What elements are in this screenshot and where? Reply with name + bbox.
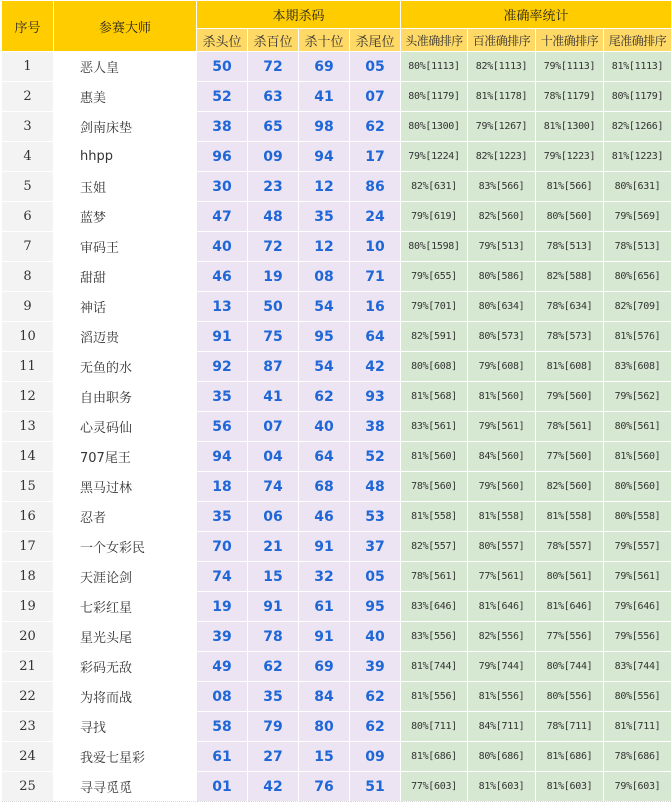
- accuracy-stat: 80%[556]: [536, 682, 604, 712]
- kill-code: 65: [248, 112, 299, 142]
- accuracy-stat: 81%[646]: [468, 592, 536, 622]
- accuracy-stat: 82%[1223]: [468, 142, 536, 172]
- kill-code: 87: [248, 352, 299, 382]
- row-index: 19: [2, 592, 54, 622]
- kill-code: 64: [299, 442, 350, 472]
- kill-code: 46: [299, 502, 350, 532]
- master-name: 天涯论剑: [54, 562, 197, 592]
- accuracy-stat: 80%[711]: [401, 712, 468, 742]
- accuracy-stat: 83%[646]: [401, 592, 468, 622]
- accuracy-stat: 79%[561]: [604, 562, 672, 592]
- row-index: 10: [2, 322, 54, 352]
- table-row: [2, 232, 672, 262]
- table-row: [2, 292, 672, 322]
- header-row-top: [2, 1, 672, 29]
- table-row: [2, 352, 672, 382]
- kill-code: 35: [197, 382, 248, 412]
- master-name: 忍者: [54, 502, 197, 532]
- master-name: 七彩红星: [54, 592, 197, 622]
- master-name: 707尾王: [54, 442, 197, 472]
- accuracy-stat: 81%[686]: [401, 742, 468, 772]
- accuracy-stat: 81%[558]: [536, 502, 604, 532]
- accuracy-stat: 81%[576]: [604, 322, 672, 352]
- kill-code: 69: [299, 52, 350, 82]
- master-name: 玉姐: [54, 172, 197, 202]
- kill-code: 91: [299, 532, 350, 562]
- kill-code: 35: [248, 682, 299, 712]
- accuracy-stat: 77%[560]: [536, 442, 604, 472]
- accuracy-stat: 81%[560]: [401, 442, 468, 472]
- table-row: [2, 502, 672, 532]
- accuracy-stat: 79%[744]: [468, 652, 536, 682]
- master-name: 神话: [54, 292, 197, 322]
- row-index: 5: [2, 172, 54, 202]
- accuracy-stat: 83%[566]: [468, 172, 536, 202]
- row-index: 22: [2, 682, 54, 712]
- row-index: 24: [2, 742, 54, 772]
- kill-code: 71: [350, 262, 401, 292]
- row-index: 7: [2, 232, 54, 262]
- accuracy-stat: 82%[591]: [401, 322, 468, 352]
- accuracy-stat: 79%[701]: [401, 292, 468, 322]
- kill-code: 48: [248, 202, 299, 232]
- accuracy-stat: 79%[560]: [468, 472, 536, 502]
- kill-code: 38: [197, 112, 248, 142]
- table-row: [2, 382, 672, 412]
- kill-code: 79: [248, 712, 299, 742]
- kill-code: 95: [350, 592, 401, 622]
- kill-code: 62: [350, 112, 401, 142]
- accuracy-stat: 80%[634]: [468, 292, 536, 322]
- masters-table: [1, 0, 672, 802]
- kill-code: 12: [299, 232, 350, 262]
- master-name: 无鱼的水: [54, 352, 197, 382]
- kill-code: 35: [197, 502, 248, 532]
- accuracy-stat: 80%[557]: [468, 532, 536, 562]
- kill-code: 42: [350, 352, 401, 382]
- kill-code: 40: [197, 232, 248, 262]
- accuracy-stat: 81%[603]: [536, 772, 604, 802]
- kill-code: 39: [197, 622, 248, 652]
- table-row: [2, 442, 672, 472]
- table-row: [2, 112, 672, 142]
- accuracy-stat: 81%[711]: [604, 712, 672, 742]
- table-row: [2, 262, 672, 292]
- master-name: 蓝梦: [54, 202, 197, 232]
- row-index: 15: [2, 472, 54, 502]
- row-index: 18: [2, 562, 54, 592]
- kill-code: 91: [248, 592, 299, 622]
- kill-code: 72: [248, 52, 299, 82]
- table-row: [2, 712, 672, 742]
- kill-code: 56: [197, 412, 248, 442]
- kill-code: 12: [299, 172, 350, 202]
- accuracy-stat: 80%[1179]: [604, 82, 672, 112]
- accuracy-stat: 84%[711]: [468, 712, 536, 742]
- accuracy-stat: 81%[1300]: [536, 112, 604, 142]
- accuracy-stat: 81%[558]: [468, 502, 536, 532]
- accuracy-stat: 80%[558]: [604, 502, 672, 532]
- row-index: 14: [2, 442, 54, 472]
- kill-code: 52: [197, 82, 248, 112]
- accuracy-stat: 81%[1223]: [604, 142, 672, 172]
- accuracy-stat: 80%[560]: [604, 472, 672, 502]
- row-index: 11: [2, 352, 54, 382]
- accuracy-stat: 80%[1113]: [401, 52, 468, 82]
- table-row: [2, 652, 672, 682]
- col-header-index: 序号: [2, 1, 54, 52]
- accuracy-stat: 79%[513]: [468, 232, 536, 262]
- accuracy-stat: 79%[646]: [604, 592, 672, 622]
- kill-code: 91: [299, 622, 350, 652]
- table-row: [2, 82, 672, 112]
- row-index: 20: [2, 622, 54, 652]
- accuracy-stat: 83%[608]: [604, 352, 672, 382]
- kill-code: 46: [197, 262, 248, 292]
- kill-code: 30: [197, 172, 248, 202]
- kill-code: 05: [350, 562, 401, 592]
- kill-code: 61: [197, 742, 248, 772]
- table-row: [2, 772, 672, 802]
- table-row: [2, 142, 672, 172]
- accuracy-stat: 78%[557]: [536, 532, 604, 562]
- row-index: 2: [2, 82, 54, 112]
- kill-code: 10: [350, 232, 401, 262]
- kill-code: 37: [350, 532, 401, 562]
- accuracy-stat: 79%[1224]: [401, 142, 468, 172]
- kill-code: 50: [248, 292, 299, 322]
- accuracy-stat: 78%[560]: [401, 472, 468, 502]
- kill-code: 27: [248, 742, 299, 772]
- accuracy-stat: 82%[560]: [468, 202, 536, 232]
- accuracy-stat: 83%[556]: [401, 622, 468, 652]
- kill-code: 17: [350, 142, 401, 172]
- kill-code: 41: [248, 382, 299, 412]
- kill-code: 08: [299, 262, 350, 292]
- master-name: 自由职务: [54, 382, 197, 412]
- kill-code: 04: [248, 442, 299, 472]
- accuracy-stat: 79%[560]: [536, 382, 604, 412]
- kill-code: 19: [197, 592, 248, 622]
- kill-code: 78: [248, 622, 299, 652]
- accuracy-stat: 83%[561]: [401, 412, 468, 442]
- master-name: 彩码无敌: [54, 652, 197, 682]
- table-row: [2, 592, 672, 622]
- col-header-acc-head: 头准确排序: [401, 29, 468, 52]
- col-header-kill-head: 杀头位: [197, 29, 248, 52]
- kill-code: 61: [299, 592, 350, 622]
- accuracy-stat: 77%[561]: [468, 562, 536, 592]
- accuracy-stat: 80%[686]: [468, 742, 536, 772]
- kill-code: 54: [299, 352, 350, 382]
- kill-code: 07: [248, 412, 299, 442]
- kill-code: 39: [350, 652, 401, 682]
- accuracy-stat: 79%[569]: [604, 202, 672, 232]
- kill-code: 62: [248, 652, 299, 682]
- accuracy-stat: 79%[608]: [468, 352, 536, 382]
- row-index: 23: [2, 712, 54, 742]
- accuracy-stat: 80%[586]: [468, 262, 536, 292]
- master-name: 剑南床垫: [54, 112, 197, 142]
- kill-code: 62: [299, 382, 350, 412]
- kill-code: 86: [350, 172, 401, 202]
- kill-code: 80: [299, 712, 350, 742]
- accuracy-stat: 80%[561]: [536, 562, 604, 592]
- accuracy-stat: 81%[608]: [536, 352, 604, 382]
- kill-code: 94: [197, 442, 248, 472]
- accuracy-stat: 78%[561]: [536, 412, 604, 442]
- accuracy-stat: 82%[709]: [604, 292, 672, 322]
- kill-code: 49: [197, 652, 248, 682]
- accuracy-stat: 80%[744]: [536, 652, 604, 682]
- table-row: [2, 172, 672, 202]
- kill-code: 84: [299, 682, 350, 712]
- table-row: [2, 52, 672, 82]
- kill-code: 47: [197, 202, 248, 232]
- accuracy-stat: 79%[655]: [401, 262, 468, 292]
- kill-code: 18: [197, 472, 248, 502]
- accuracy-stat: 80%[560]: [536, 202, 604, 232]
- kill-code: 38: [350, 412, 401, 442]
- master-name: 黑马过林: [54, 472, 197, 502]
- kill-code: 91: [197, 322, 248, 352]
- accuracy-stat: 82%[557]: [401, 532, 468, 562]
- col-header-kill-tens: 杀十位: [299, 29, 350, 52]
- accuracy-stat: 80%[556]: [604, 682, 672, 712]
- col-header-kill-tail: 杀尾位: [350, 29, 401, 52]
- master-name: 寻找: [54, 712, 197, 742]
- table-row: [2, 412, 672, 442]
- accuracy-stat: 82%[560]: [536, 472, 604, 502]
- accuracy-stat: 81%[560]: [468, 382, 536, 412]
- accuracy-stat: 81%[1113]: [604, 52, 672, 82]
- master-name: 一个女彩民: [54, 532, 197, 562]
- kill-code: 76: [299, 772, 350, 802]
- kill-code: 70: [197, 532, 248, 562]
- accuracy-stat: 82%[1113]: [468, 52, 536, 82]
- accuracy-stat: 80%[656]: [604, 262, 672, 292]
- kill-code: 92: [197, 352, 248, 382]
- kill-code: 23: [248, 172, 299, 202]
- table-row: [2, 562, 672, 592]
- col-group-kill: 本期杀码: [197, 1, 401, 29]
- accuracy-stat: 81%[556]: [401, 682, 468, 712]
- kill-code: 42: [248, 772, 299, 802]
- col-group-accuracy: 准确率统计: [401, 1, 672, 29]
- kill-code: 51: [350, 772, 401, 802]
- accuracy-stat: 78%[1179]: [536, 82, 604, 112]
- accuracy-stat: 77%[556]: [536, 622, 604, 652]
- row-index: 12: [2, 382, 54, 412]
- accuracy-stat: 79%[556]: [604, 622, 672, 652]
- table-row: [2, 202, 672, 232]
- accuracy-stat: 83%[744]: [604, 652, 672, 682]
- row-index: 8: [2, 262, 54, 292]
- kill-code: 96: [197, 142, 248, 172]
- accuracy-stat: 78%[686]: [604, 742, 672, 772]
- accuracy-stat: 82%[1266]: [604, 112, 672, 142]
- accuracy-stat: 79%[619]: [401, 202, 468, 232]
- kill-code: 93: [350, 382, 401, 412]
- kill-code: 75: [248, 322, 299, 352]
- accuracy-stat: 82%[631]: [401, 172, 468, 202]
- kill-code: 40: [350, 622, 401, 652]
- master-name: 审码王: [54, 232, 197, 262]
- accuracy-stat: 81%[566]: [536, 172, 604, 202]
- master-name: 惠美: [54, 82, 197, 112]
- kill-code: 40: [299, 412, 350, 442]
- row-index: 9: [2, 292, 54, 322]
- row-index: 1: [2, 52, 54, 82]
- col-header-acc-tens: 十准确排序: [536, 29, 604, 52]
- accuracy-stat: 77%[603]: [401, 772, 468, 802]
- row-index: 13: [2, 412, 54, 442]
- table-row: [2, 682, 672, 712]
- accuracy-stat: 79%[1113]: [536, 52, 604, 82]
- kill-code: 35: [299, 202, 350, 232]
- accuracy-stat: 81%[686]: [536, 742, 604, 772]
- accuracy-stat: 80%[1300]: [401, 112, 468, 142]
- master-name: 星光头尾: [54, 622, 197, 652]
- kill-code: 16: [350, 292, 401, 322]
- kill-code: 74: [197, 562, 248, 592]
- accuracy-stat: 80%[1598]: [401, 232, 468, 262]
- master-name: 我爱七星彩: [54, 742, 197, 772]
- kill-code: 98: [299, 112, 350, 142]
- master-name: hhpp: [54, 142, 197, 172]
- kill-code: 01: [197, 772, 248, 802]
- accuracy-stat: 81%[646]: [536, 592, 604, 622]
- kill-code: 13: [197, 292, 248, 322]
- master-name: 为将而战: [54, 682, 197, 712]
- accuracy-stat: 81%[744]: [401, 652, 468, 682]
- table-row: [2, 472, 672, 502]
- table-row: [2, 532, 672, 562]
- kill-code: 63: [248, 82, 299, 112]
- master-name: 滔迈贵: [54, 322, 197, 352]
- accuracy-stat: 80%[1179]: [401, 82, 468, 112]
- accuracy-stat: 78%[573]: [536, 322, 604, 352]
- kill-code: 09: [350, 742, 401, 772]
- accuracy-stat: 79%[1223]: [536, 142, 604, 172]
- table-row: [2, 322, 672, 352]
- kill-code: 94: [299, 142, 350, 172]
- accuracy-stat: 78%[634]: [536, 292, 604, 322]
- accuracy-stat: 79%[1267]: [468, 112, 536, 142]
- col-header-kill-hundreds: 杀百位: [248, 29, 299, 52]
- kill-code: 07: [350, 82, 401, 112]
- master-name: 寻寻觅觅: [54, 772, 197, 802]
- accuracy-stat: 81%[560]: [604, 442, 672, 472]
- kill-code: 54: [299, 292, 350, 322]
- accuracy-stat: 80%[573]: [468, 322, 536, 352]
- kill-code: 08: [197, 682, 248, 712]
- accuracy-stat: 80%[631]: [604, 172, 672, 202]
- kill-code: 95: [299, 322, 350, 352]
- kill-code: 53: [350, 502, 401, 532]
- kill-code: 19: [248, 262, 299, 292]
- row-index: 21: [2, 652, 54, 682]
- kill-code: 05: [350, 52, 401, 82]
- accuracy-stat: 81%[1178]: [468, 82, 536, 112]
- kill-code: 21: [248, 532, 299, 562]
- kill-code: 74: [248, 472, 299, 502]
- accuracy-stat: 78%[711]: [536, 712, 604, 742]
- kill-code: 24: [350, 202, 401, 232]
- kill-code: 72: [248, 232, 299, 262]
- row-index: 3: [2, 112, 54, 142]
- kill-code: 06: [248, 502, 299, 532]
- accuracy-stat: 79%[561]: [468, 412, 536, 442]
- master-name: 恶人皇: [54, 52, 197, 82]
- kill-code: 15: [248, 562, 299, 592]
- table-row: [2, 622, 672, 652]
- accuracy-stat: 81%[558]: [401, 502, 468, 532]
- accuracy-stat: 80%[561]: [604, 412, 672, 442]
- kill-code: 68: [299, 472, 350, 502]
- col-header-master: 参赛大师: [54, 1, 197, 52]
- col-header-acc-hundreds: 百准确排序: [468, 29, 536, 52]
- kill-code: 62: [350, 712, 401, 742]
- kill-code: 48: [350, 472, 401, 502]
- row-index: 4: [2, 142, 54, 172]
- kill-code: 32: [299, 562, 350, 592]
- kill-code: 58: [197, 712, 248, 742]
- row-index: 25: [2, 772, 54, 802]
- row-index: 17: [2, 532, 54, 562]
- kill-code: 64: [350, 322, 401, 352]
- accuracy-stat: 78%[513]: [604, 232, 672, 262]
- kill-code: 09: [248, 142, 299, 172]
- kill-code: 41: [299, 82, 350, 112]
- accuracy-stat: 79%[603]: [604, 772, 672, 802]
- accuracy-stat: 78%[561]: [401, 562, 468, 592]
- accuracy-stat: 82%[588]: [536, 262, 604, 292]
- master-name: 甜甜: [54, 262, 197, 292]
- col-header-acc-tail: 尾准确排序: [604, 29, 672, 52]
- kill-code: 69: [299, 652, 350, 682]
- kill-code: 15: [299, 742, 350, 772]
- kill-code: 62: [350, 682, 401, 712]
- accuracy-stat: 79%[562]: [604, 382, 672, 412]
- kill-code: 52: [350, 442, 401, 472]
- kill-code: 50: [197, 52, 248, 82]
- accuracy-stat: 78%[513]: [536, 232, 604, 262]
- accuracy-stat: 82%[556]: [468, 622, 536, 652]
- accuracy-stat: 81%[568]: [401, 382, 468, 412]
- accuracy-stat: 80%[608]: [401, 352, 468, 382]
- row-index: 6: [2, 202, 54, 232]
- accuracy-stat: 84%[560]: [468, 442, 536, 472]
- table-row: [2, 742, 672, 772]
- row-index: 16: [2, 502, 54, 532]
- master-name: 心灵码仙: [54, 412, 197, 442]
- accuracy-stat: 81%[556]: [468, 682, 536, 712]
- accuracy-stat: 79%[557]: [604, 532, 672, 562]
- accuracy-stat: 81%[603]: [468, 772, 536, 802]
